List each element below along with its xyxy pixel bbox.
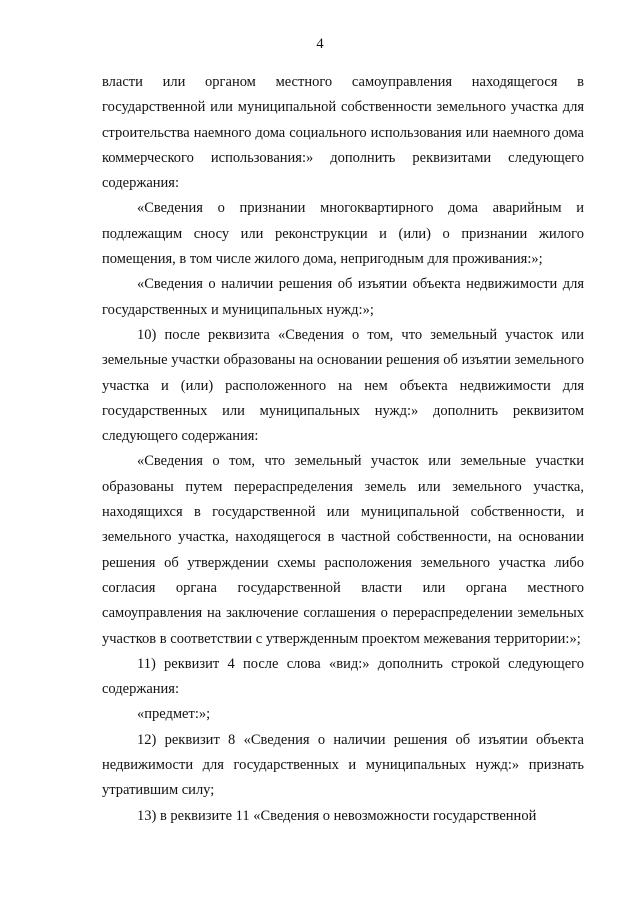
paragraph-seizure-decision: «Сведения о наличии решения об изъятии объекта недвижимости для государственных и муниципальных нужд:»; xyxy=(102,276,584,318)
paragraph-item-10: 10) после реквизита «Сведения о том, что земельный участок или земельные участки образованы на основании решения об изъятии земельного участка и (или) расположенного на нем объекта недвижимости для государственных или муниципальных нужд:» дополнить реквизитом следующего содержания: xyxy=(102,326,584,445)
paragraph-emergency-housing: «Сведения о признании многоквартирного дома аварийным и подлежащим сносу или реконструкции и (или) о признании жилого помещения, в том числе жилого дома, непригодным для проживания:»; xyxy=(102,200,584,268)
paragraph-item-12: 12) реквизит 8 «Сведения о наличии решения об изъятии объекта недвижимости для государственных и муниципальных нужд:» признать утратившим силу; xyxy=(102,731,584,799)
document-body xyxy=(102,70,584,829)
paragraph-item-13: 13) в реквизите 11 «Сведения о невозможности государственной xyxy=(137,807,537,824)
paragraph-item-11: 11) реквизит 4 после слова «вид:» дополнить строкой следующего содержания: xyxy=(102,655,584,698)
paragraph-continuation: власти или органом местного самоуправления находящегося в государственной или муниципальной собственности земельного участка для строительства наемного дома социального использования или наемного дома коммерческого использования:» дополнить реквизитами следующего содержания: xyxy=(102,74,584,192)
paragraph-redistribution: «Сведения о том, что земельный участок или земельные участки образованы путем перераспределения земель или земельного участка, находящихся в государственной или муниципальной собственности, и земельного участка, находящегося в частной собственности, на основании решения об утверждении схемы расположения земельного участка либо согласия органа государственной власти или органа местного самоуправления на заключение соглашения о перераспределении земельных участков в соответствии с утвержденным проектом межевания территории:»; xyxy=(102,453,584,647)
paragraph-subject: «предмет:»; xyxy=(137,706,211,723)
page-number: 4 xyxy=(316,36,324,52)
